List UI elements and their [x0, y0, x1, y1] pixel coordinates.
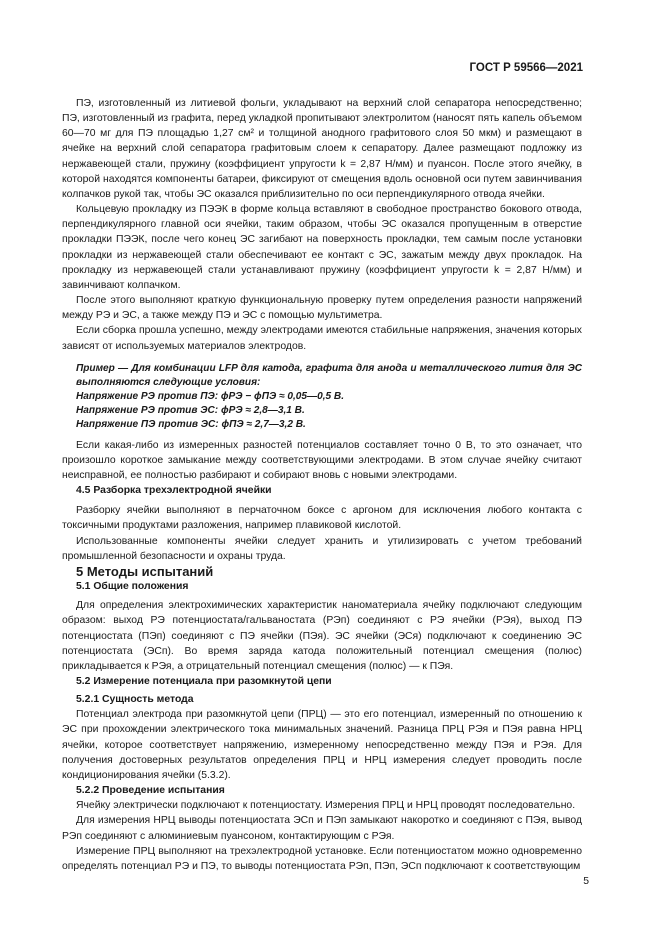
paragraph: Использованные компоненты ячейки следует хранить и утилизировать с учетом требований промышленной безопасности и охраны труда.: [62, 535, 582, 562]
paragraph: Кольцевую прокладку из ПЭЭК в форме кольца вставляют в свободное пространство бокового отвода, перпендикулярного главной оси ячейки, таким образом, чтобы ЭС оказался пропущенным в отверстие прокладки ПЭЭК, после чего конец ЭС загибают на поверхность прокладки, тем самым после установки прокладки из нержавеющей стали обеспечивают ее контакт с ЭС, зажатым между двух прокладок. На прокладку из нержавеющей стали устанавливают пружину (коэффициент упругости k = 2,87 Н/мм) и завинчивают колпачком.: [62, 204, 582, 291]
paragraph: Разборку ячейки выполняют в перчаточном боксе с аргоном для исключения любого контакта с токсичными продуктами разложения, например плавиковой кислотой.: [62, 505, 582, 532]
paragraph: Потенциал электрода при разомкнутой цепи (ПРЦ) — это его потенциал, измеренный по отношению к ЭС при прохождении электрического тока минимальных значений. Разница ПРЦ РЭя и ПЭя равна НРЦ ячейки, которое соответствует напряжению, измеренному непосредственно между ПЭя и РЭя. Для получения достоверных результатов определения ПРЦ и НРЦ измерения следует проводить после кондиционирования ячейки (5.3.2).: [62, 709, 582, 781]
subsection-heading: 5.2.2 Проведение испытания: [76, 785, 225, 797]
paragraph: Измерение ПРЦ выполняют на трехэлектродной установке. Если потенциостатом можно одновременно определять потенциал РЭ и ПЭ, то выводы потенциостата РЭп, ПЭп, ЭСп подключают к соответствующим: [62, 845, 582, 872]
paragraph: После этого выполняют краткую функциональную проверку путем определения разности напряжений между РЭ и ЭС, а также между ПЭ и ЭС с помощью мультиметра.: [62, 295, 582, 322]
paragraph: ПЭ, изготовленный из литиевой фольги, укладывают на верхний слой сепаратора непосредственно; ПЭ, изготовленный из графита, перед укладкой пропитывают электролитом (наносят пять капель объемом 60—70 мг для ПЭ площадью 1,27 см² и толщиной анодного графитового слоя 50 мкм) и размещают в ячейке на верхний слой сепаратора графитовым слоем к сепаратору. Далее размещают подложку из нержавеющей стали, пружину (коэффициент упругости k = 2,87 Н/мм) и пуансон. После этого ячейку, в которой находятся компоненты батареи, фиксируют от смещения вдоль основной оси путем завинчивания колпачков рукой так, чтобы ЭС оказался приблизительно по оси перпендикулярного отвода ячейки.: [62, 98, 582, 200]
document-body: [62, 96, 582, 874]
paragraph: Ячейку электрически подключают к потенциостату. Измерения ПРЦ и НРЦ проводят последовательно.: [76, 800, 576, 812]
example-line: Напряжение РЭ против ПЭ: ϕРЭ − ϕПЭ ≈ 0,05—0,5 В.: [76, 390, 345, 402]
example-line: Напряжение ПЭ против ЭС: ϕПЭ ≈ 2,7—3,2 В.: [76, 418, 306, 430]
paragraph: Для измерения НРЦ выводы потенциостата ЭСп и ПЭп замыкают накоротко и соединяют с ПЭя, вывод РЭп соединяют с алюминиевым пуансоном, контактирующим с РЭя.: [62, 815, 582, 842]
chapter-heading: 5 Методы испытаний: [76, 563, 214, 579]
subsection-heading: 5.2.1 Сущность метода: [76, 694, 194, 706]
paragraph: Для определения электрохимических характеристик наноматериала ячейку подключают следующим образом: выход РЭ потенциостата/гальваностата (РЭп) соединяют с РЭ ячейки (РЭя), выход ПЭ потенциостата (ПЭп) соединяют с ПЭ ячейки (ПЭя). ЭС ячейки (ЭСя) подключают к соединению ЭС потенциостата (ЭСп). Во время заряда катода положительный потенциал смещения (полюс) прикладывается к РЭя, а отрицательный потенциал смещения (полюс) — к ПЭя.: [62, 600, 582, 672]
section-heading: 5.1 Общие положения: [76, 581, 189, 593]
paragraph: Если какая-либо из измеренных разностей потенциалов составляет точно 0 В, то это означает, что произошло короткое замыкание между соответствующими электродами. В этом случае ячейку считают неисправной, ее полностью разбирают и собирают вновь с новыми электродами.: [62, 439, 582, 481]
example-block: [62, 362, 582, 432]
example-lead: Пример — Для комбинации LFP для катода, графита для анода и металлического лития для ЭС выполняются следующие условия:: [76, 362, 582, 388]
document-header: ГОСТ Р 59566—2021: [469, 62, 583, 74]
paragraph: Если сборка прошла успешно, между электродами имеются стабильные напряжения, значения которых зависят от используемых материалов электродов.: [62, 325, 582, 352]
page-number: 5: [583, 876, 589, 887]
section-heading: 4.5 Разборка трехэлектродной ячейки: [76, 485, 272, 497]
example-line: Напряжение РЭ против ЭС: ϕРЭ ≈ 2,8—3,1 В.: [76, 404, 305, 416]
section-heading: 5.2 Измерение потенциала при разомкнутой цепи: [76, 676, 332, 687]
